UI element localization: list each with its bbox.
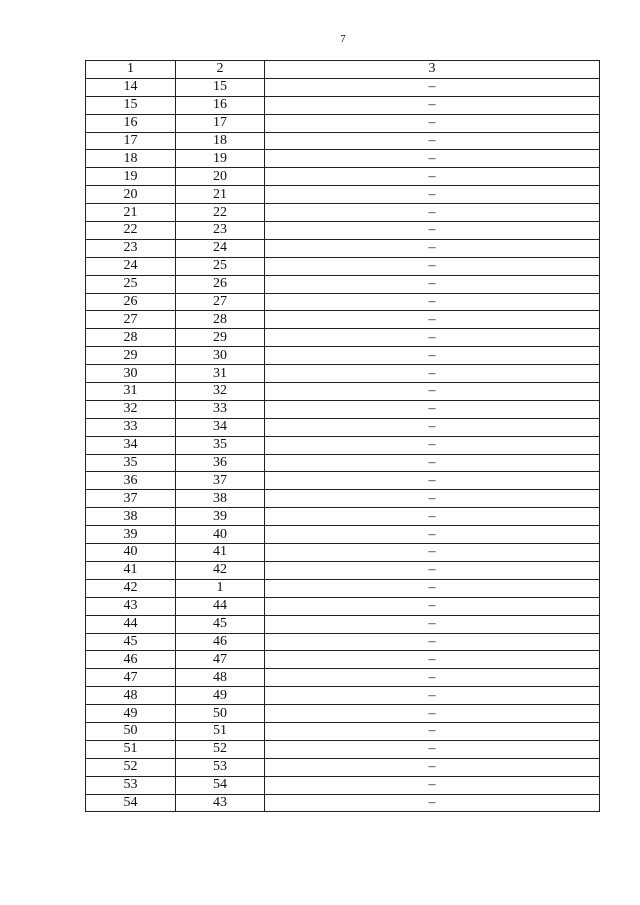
table-cell: 29 bbox=[176, 329, 265, 347]
table-cell: 52 bbox=[86, 758, 176, 776]
table-cell: 45 bbox=[176, 615, 265, 633]
table-cell: 48 bbox=[176, 669, 265, 687]
table-cell: – bbox=[265, 526, 600, 544]
table-cell: 22 bbox=[86, 222, 176, 240]
table-cell: 45 bbox=[86, 633, 176, 651]
table-row bbox=[86, 383, 600, 401]
table-cell: – bbox=[265, 168, 600, 186]
table-row bbox=[86, 436, 600, 454]
table-cell: 28 bbox=[86, 329, 176, 347]
table-row bbox=[86, 776, 600, 794]
table-cell: 36 bbox=[176, 454, 265, 472]
table-cell: 17 bbox=[86, 132, 176, 150]
table-row bbox=[86, 78, 600, 96]
table-cell: – bbox=[265, 418, 600, 436]
table-row bbox=[86, 544, 600, 562]
table-cell: 43 bbox=[86, 597, 176, 615]
table-cell: 14 bbox=[86, 78, 176, 96]
table-cell: 47 bbox=[176, 651, 265, 669]
table-cell: 39 bbox=[86, 526, 176, 544]
table-cell: 26 bbox=[176, 275, 265, 293]
table-row bbox=[86, 275, 600, 293]
table-row bbox=[86, 615, 600, 633]
table-cell: – bbox=[265, 132, 600, 150]
table-cell: 34 bbox=[86, 436, 176, 454]
table-cell: – bbox=[265, 96, 600, 114]
table-cell: 21 bbox=[176, 186, 265, 204]
table-cell: – bbox=[265, 239, 600, 257]
table-cell: 32 bbox=[176, 383, 265, 401]
table-cell: 20 bbox=[86, 186, 176, 204]
table-row bbox=[86, 597, 600, 615]
table-row bbox=[86, 204, 600, 222]
table-cell: 38 bbox=[86, 508, 176, 526]
table-cell: 31 bbox=[176, 365, 265, 383]
table-row bbox=[86, 454, 600, 472]
table-cell: 15 bbox=[176, 78, 265, 96]
table-cell: 23 bbox=[176, 222, 265, 240]
table-cell: 23 bbox=[86, 239, 176, 257]
table-cell: 29 bbox=[86, 347, 176, 365]
table-row bbox=[86, 311, 600, 329]
table-row bbox=[86, 418, 600, 436]
table-cell: 20 bbox=[176, 168, 265, 186]
table-cell: 19 bbox=[86, 168, 176, 186]
table-cell: – bbox=[265, 615, 600, 633]
table-cell: 33 bbox=[86, 418, 176, 436]
table-row bbox=[86, 400, 600, 418]
table-cell: 16 bbox=[86, 114, 176, 132]
table-cell: 54 bbox=[86, 794, 176, 812]
table-row bbox=[86, 257, 600, 275]
table-cell: 40 bbox=[86, 544, 176, 562]
table-cell: – bbox=[265, 78, 600, 96]
table-cell: 41 bbox=[176, 544, 265, 562]
table-cell: – bbox=[265, 472, 600, 490]
table-cell: – bbox=[265, 794, 600, 812]
table-cell: 25 bbox=[176, 257, 265, 275]
table-row bbox=[86, 186, 600, 204]
table-cell: 28 bbox=[176, 311, 265, 329]
table-row bbox=[86, 579, 600, 597]
table-cell: 17 bbox=[176, 114, 265, 132]
table-cell: – bbox=[265, 508, 600, 526]
table-row bbox=[86, 132, 600, 150]
table-cell: 35 bbox=[86, 454, 176, 472]
table-cell: 44 bbox=[176, 597, 265, 615]
page-number: 7 bbox=[340, 33, 346, 45]
table-cell: – bbox=[265, 544, 600, 562]
table-cell: 50 bbox=[86, 722, 176, 740]
table-cell: 37 bbox=[86, 490, 176, 508]
table-cell: 44 bbox=[86, 615, 176, 633]
table-cell: 46 bbox=[176, 633, 265, 651]
table-row bbox=[86, 150, 600, 168]
table-cell: 50 bbox=[176, 705, 265, 723]
table-cell: 53 bbox=[176, 758, 265, 776]
table-cell: – bbox=[265, 400, 600, 418]
table-cell: – bbox=[265, 150, 600, 168]
table-cell: 42 bbox=[176, 561, 265, 579]
table-cell: 43 bbox=[176, 794, 265, 812]
header-cell: 2 bbox=[176, 61, 265, 79]
table-cell: 34 bbox=[176, 418, 265, 436]
table-cell: – bbox=[265, 633, 600, 651]
table-cell: 16 bbox=[176, 96, 265, 114]
table-cell: 18 bbox=[176, 132, 265, 150]
table-cell: – bbox=[265, 257, 600, 275]
table-header-row bbox=[86, 61, 600, 79]
table-cell: 48 bbox=[86, 687, 176, 705]
table-cell: 22 bbox=[176, 204, 265, 222]
table-row bbox=[86, 758, 600, 776]
table-cell: 21 bbox=[86, 204, 176, 222]
table-row bbox=[86, 508, 600, 526]
table-cell: – bbox=[265, 758, 600, 776]
table-row bbox=[86, 329, 600, 347]
table-cell: – bbox=[265, 561, 600, 579]
table-row bbox=[86, 490, 600, 508]
table-cell: – bbox=[265, 186, 600, 204]
table-row bbox=[86, 293, 600, 311]
table-cell: 47 bbox=[86, 669, 176, 687]
table-cell: – bbox=[265, 436, 600, 454]
table-cell: 51 bbox=[176, 722, 265, 740]
table-cell: – bbox=[265, 329, 600, 347]
table-cell: 27 bbox=[86, 311, 176, 329]
table-cell: 1 bbox=[176, 579, 265, 597]
table-cell: 35 bbox=[176, 436, 265, 454]
header-cell: 1 bbox=[86, 61, 176, 79]
table-row bbox=[86, 526, 600, 544]
data-table bbox=[85, 60, 600, 812]
table-row bbox=[86, 222, 600, 240]
table-cell: 40 bbox=[176, 526, 265, 544]
table-cell: 18 bbox=[86, 150, 176, 168]
table-row bbox=[86, 687, 600, 705]
table-cell: 36 bbox=[86, 472, 176, 490]
table-cell: – bbox=[265, 705, 600, 723]
table-cell: – bbox=[265, 597, 600, 615]
table-cell: 51 bbox=[86, 740, 176, 758]
table-row bbox=[86, 633, 600, 651]
table-row bbox=[86, 472, 600, 490]
table-body bbox=[86, 61, 600, 812]
table-cell: – bbox=[265, 275, 600, 293]
table-cell: 24 bbox=[86, 257, 176, 275]
table-cell: 39 bbox=[176, 508, 265, 526]
table-cell: – bbox=[265, 776, 600, 794]
table-cell: – bbox=[265, 490, 600, 508]
table-cell: 53 bbox=[86, 776, 176, 794]
table-cell: 24 bbox=[176, 239, 265, 257]
table-row bbox=[86, 722, 600, 740]
table-cell: 26 bbox=[86, 293, 176, 311]
table-row bbox=[86, 561, 600, 579]
table-cell: 31 bbox=[86, 383, 176, 401]
table-cell: 52 bbox=[176, 740, 265, 758]
table-cell: 54 bbox=[176, 776, 265, 794]
table-cell: – bbox=[265, 347, 600, 365]
table-cell: – bbox=[265, 722, 600, 740]
table-cell: – bbox=[265, 293, 600, 311]
table-cell: – bbox=[265, 311, 600, 329]
table-cell: 32 bbox=[86, 400, 176, 418]
table-row bbox=[86, 669, 600, 687]
table-cell: – bbox=[265, 651, 600, 669]
table-row bbox=[86, 239, 600, 257]
table-cell: – bbox=[265, 222, 600, 240]
table-cell: 25 bbox=[86, 275, 176, 293]
header-cell: 3 bbox=[265, 61, 600, 79]
table-cell: 49 bbox=[86, 705, 176, 723]
table-cell: 41 bbox=[86, 561, 176, 579]
table-cell: – bbox=[265, 454, 600, 472]
table-cell: 15 bbox=[86, 96, 176, 114]
table-cell: – bbox=[265, 365, 600, 383]
table-cell: 38 bbox=[176, 490, 265, 508]
table-row bbox=[86, 96, 600, 114]
table-row bbox=[86, 114, 600, 132]
table-row bbox=[86, 794, 600, 812]
table-cell: 33 bbox=[176, 400, 265, 418]
table-row bbox=[86, 705, 600, 723]
table-row bbox=[86, 651, 600, 669]
table-cell: – bbox=[265, 740, 600, 758]
table-cell: – bbox=[265, 669, 600, 687]
table-cell: – bbox=[265, 383, 600, 401]
table-cell: 19 bbox=[176, 150, 265, 168]
table-cell: – bbox=[265, 204, 600, 222]
table-row bbox=[86, 740, 600, 758]
table-cell: – bbox=[265, 687, 600, 705]
table-cell: 37 bbox=[176, 472, 265, 490]
table-cell: 46 bbox=[86, 651, 176, 669]
table-cell: 30 bbox=[176, 347, 265, 365]
table-row bbox=[86, 365, 600, 383]
table-cell: 42 bbox=[86, 579, 176, 597]
table-row bbox=[86, 168, 600, 186]
table-row bbox=[86, 347, 600, 365]
table-cell: 30 bbox=[86, 365, 176, 383]
table-cell: 49 bbox=[176, 687, 265, 705]
table-cell: – bbox=[265, 114, 600, 132]
table-cell: – bbox=[265, 579, 600, 597]
table-cell: 27 bbox=[176, 293, 265, 311]
